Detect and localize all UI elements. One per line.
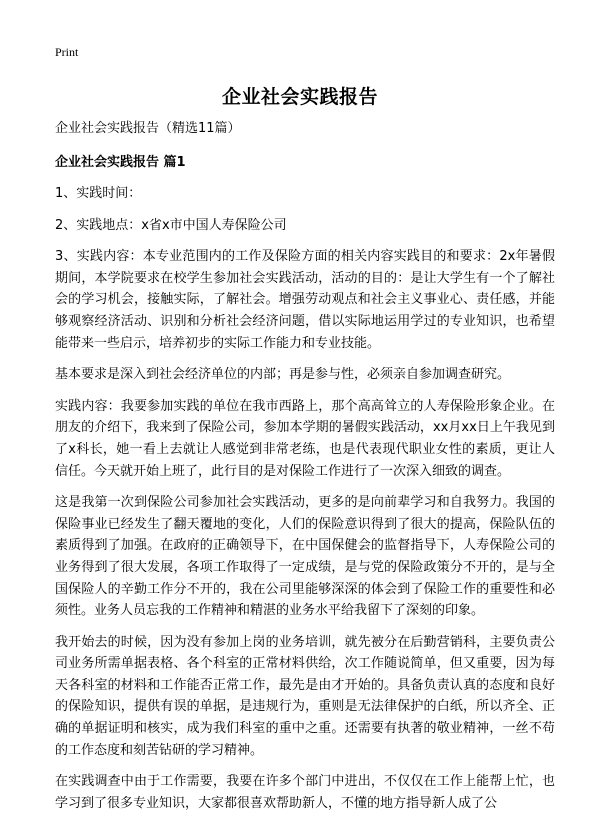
- paragraph-practice-time: 1、实践时间：: [55, 186, 142, 201]
- document-subtitle: 企业社会实践报告（精选11篇）: [55, 121, 241, 136]
- paragraph-practice-location: 2、实践地点：x省x市中国人寿保险公司: [55, 217, 287, 233]
- paragraph-logistics-work: 我开始去的时候，因为没有参加上岗的业务培训，就先被分在后勤营销科，主要负责公司业务所需单据表格、各个科室的正常材料供给，次工作随说简单，但又重要，因为每天各科室的材料和工作能否正常工作，最先是由才开始的。具备负责认真的态度和良好的保险知识，提供有误的单据，是违规行为，重则是无法律保护的白纸，所以齐全、正确的单据证明和核实，成为我们科室的重中之重。还需要有执著的敬业精神，一丝不苟的工作态度和刻苦钻研的学习精神。: [55, 634, 555, 758]
- paragraph-practice-unit: 实践内容：我要参加实践的单位在我市西路上，那个高高耸立的人寿保险形象企业。在朋友的介绍下，我来到了保险公司，参加本学期的暑假实践活动，xx月xx日上午我见到了x科长，她一看上去就让人感觉到非常老练，也是代表现代职业女性的素质，更让人信任。今天就开始上班了，此行目的是对保险工作进行了一次深入细致的调查。: [55, 398, 555, 479]
- print-link[interactable]: Print: [55, 45, 79, 59]
- paragraph-department-work: 在实践调查中由于工作需要，我要在许多个部门中进出，不仅仅在工作上能帮上忙，也学习到了很多专业知识，大家都很喜欢帮助新人，不懂的地方指导新人成了公: [55, 774, 555, 811]
- section-heading: 企业社会实践报告 篇1: [55, 155, 186, 170]
- document-body: [55, 118, 555, 824]
- paragraph-first-experience: 这是我第一次到保险公司参加社会实践活动，更多的是向前辈学习和自我努力。我国的保险事业已经发生了翻天覆地的变化，人们的保险意识得到了很大的提高，保险队伍的素质得到了加强。在政府的正确领导下，在中国保健会的监督指导下，人寿保险公司的业务得到了很大发展，各项工作取得了一定成绩，是与党的保险政策分不开的，是与全国保险人的辛勤工作分不开的，我在公司里能够深深的体会到了保险工作的重要性和必须性。业务人员忘我的工作精神和精湛的业务水平给我留下了深刻的印象。: [55, 495, 555, 619]
- document-title: 企业社会实践报告: [221, 86, 378, 108]
- paragraph-practice-content: 3、实践内容：本专业范围内的工作及保险方面的相关内容实践目的和要求：2x年暑假期间，本学院要求在校学生参加社会实践活动，活动的目的：是让大学生有一个了解社会的学习机会，接触实际，了解社会。增强劳动观点和社会主义事业心、责任感，并能够观察经济活动、识别和分析社会经济问题，借以实际地运用学过的专业知识，也希望能带来一些启示，培养初步的实际工作能力和专业技能。: [55, 249, 555, 351]
- paragraph-basic-requirements: 基本要求是深入到社会经济单位的内部；再是参与性，必须亲自参加调查研究。: [55, 367, 511, 383]
